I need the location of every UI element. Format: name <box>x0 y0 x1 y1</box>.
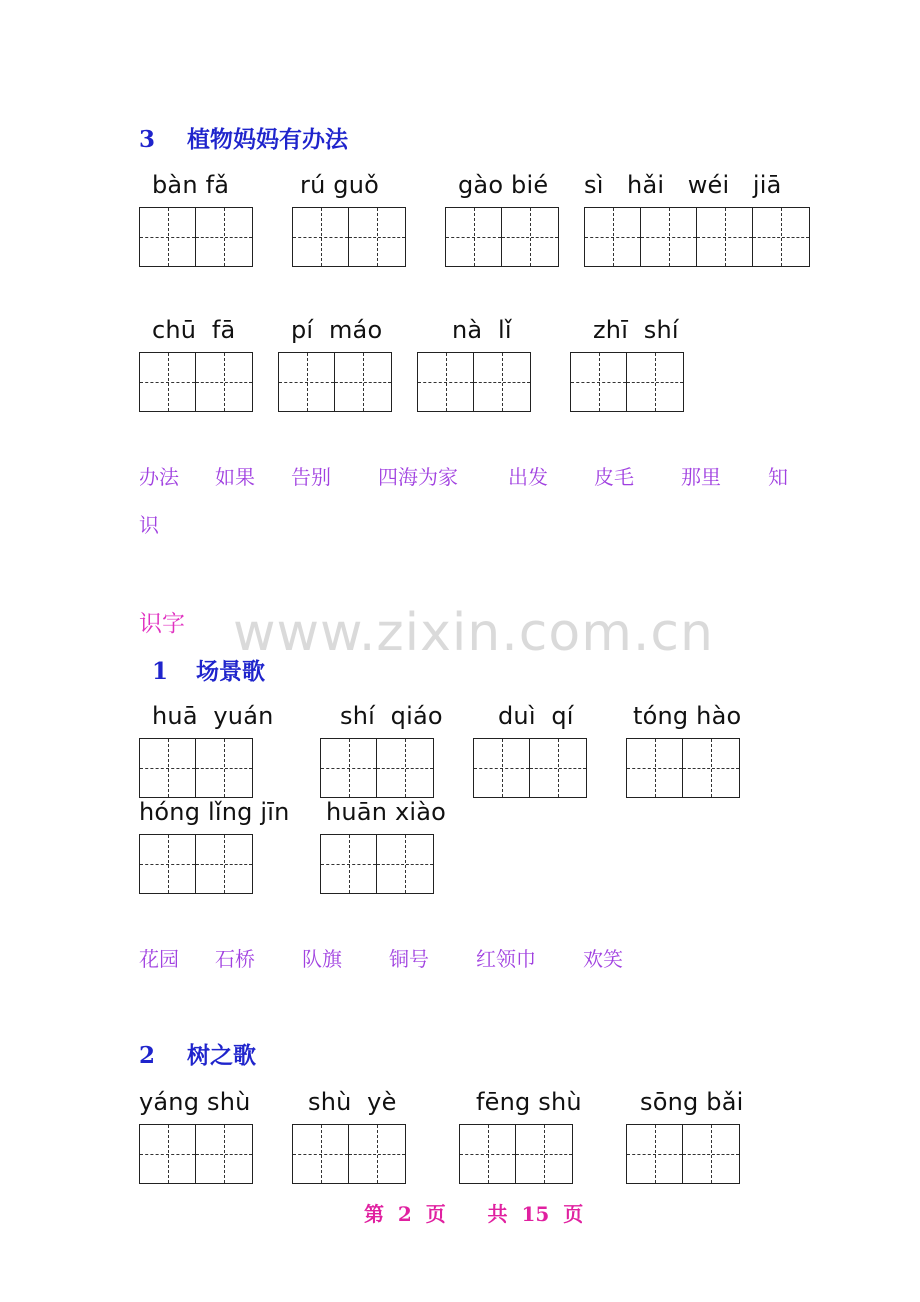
pinyin: yáng shù <box>139 1088 251 1116</box>
pinyin: huān xiào <box>326 798 447 826</box>
pinyin: gào bié <box>458 171 549 199</box>
writing-grid <box>584 207 810 267</box>
lesson-3-title-text: 植物妈妈有办法 <box>187 126 349 153</box>
answer-word: 识 <box>139 513 159 537</box>
answer-word: 红领巾 <box>476 947 536 971</box>
pinyin: duì qí <box>498 702 574 730</box>
pinyin: sōng bǎi <box>640 1088 744 1116</box>
lesson-2-title-text: 树之歌 <box>187 1042 257 1069</box>
writing-grid <box>139 207 253 267</box>
answer-word: 办法 <box>139 465 179 489</box>
writing-grid <box>139 1124 253 1184</box>
writing-grid <box>445 207 559 267</box>
writing-grid <box>570 352 684 412</box>
writing-grid <box>626 1124 740 1184</box>
pinyin: bàn fǎ <box>152 171 230 199</box>
lesson-3-title <box>139 121 348 154</box>
writing-grid <box>139 738 253 798</box>
pinyin: shí qiáo <box>340 702 443 730</box>
pinyin: shù yè <box>308 1088 397 1116</box>
pinyin: pí máo <box>291 316 383 344</box>
section-heading: 识字 <box>139 611 185 637</box>
answer-word: 出发 <box>508 465 548 489</box>
pinyin: hóng lǐng jīn <box>139 798 290 826</box>
answer-word: 皮毛 <box>594 465 634 489</box>
pinyin: rú guǒ <box>300 171 380 199</box>
lesson-2-title <box>139 1037 256 1070</box>
writing-grid <box>292 207 406 267</box>
pinyin: huā yuán <box>152 702 274 730</box>
lesson-1-title-text: 场景歌 <box>196 658 266 685</box>
pinyin: zhī shí <box>593 316 679 344</box>
pinyin: sì hǎi wéi jiā <box>584 171 782 199</box>
writing-grid <box>139 834 253 894</box>
writing-grid <box>473 738 587 798</box>
answer-word: 四海为家 <box>378 465 458 489</box>
pinyin: chū fā <box>152 316 236 344</box>
lesson-1-number: 1 <box>152 658 169 685</box>
answer-word: 石桥 <box>215 947 255 971</box>
writing-grid <box>292 1124 406 1184</box>
answer-word: 告别 <box>291 465 331 489</box>
pinyin: nà lǐ <box>452 316 512 344</box>
answer-word: 那里 <box>681 465 721 489</box>
writing-grid <box>320 834 434 894</box>
writing-grid <box>417 352 531 412</box>
answer-word: 铜号 <box>389 947 429 971</box>
lesson-1-title <box>152 653 265 686</box>
answer-word: 花园 <box>139 947 179 971</box>
lesson-2-number: 2 <box>139 1042 156 1069</box>
writing-grid <box>278 352 392 412</box>
writing-grid <box>459 1124 573 1184</box>
writing-grid <box>626 738 740 798</box>
writing-grid <box>139 352 253 412</box>
answer-word: 欢笑 <box>583 947 623 971</box>
answer-word: 如果 <box>215 465 255 489</box>
answer-word: 队旗 <box>302 947 342 971</box>
answer-word: 知 <box>768 465 788 489</box>
watermark: www.zixin.com.cn <box>233 603 714 663</box>
pinyin: tóng hào <box>633 702 742 730</box>
writing-grid <box>320 738 434 798</box>
pinyin: fēng shù <box>476 1088 582 1116</box>
lesson-3-number: 3 <box>139 126 156 153</box>
page-footer: 第 2 页 共 15 页 <box>364 1202 584 1226</box>
